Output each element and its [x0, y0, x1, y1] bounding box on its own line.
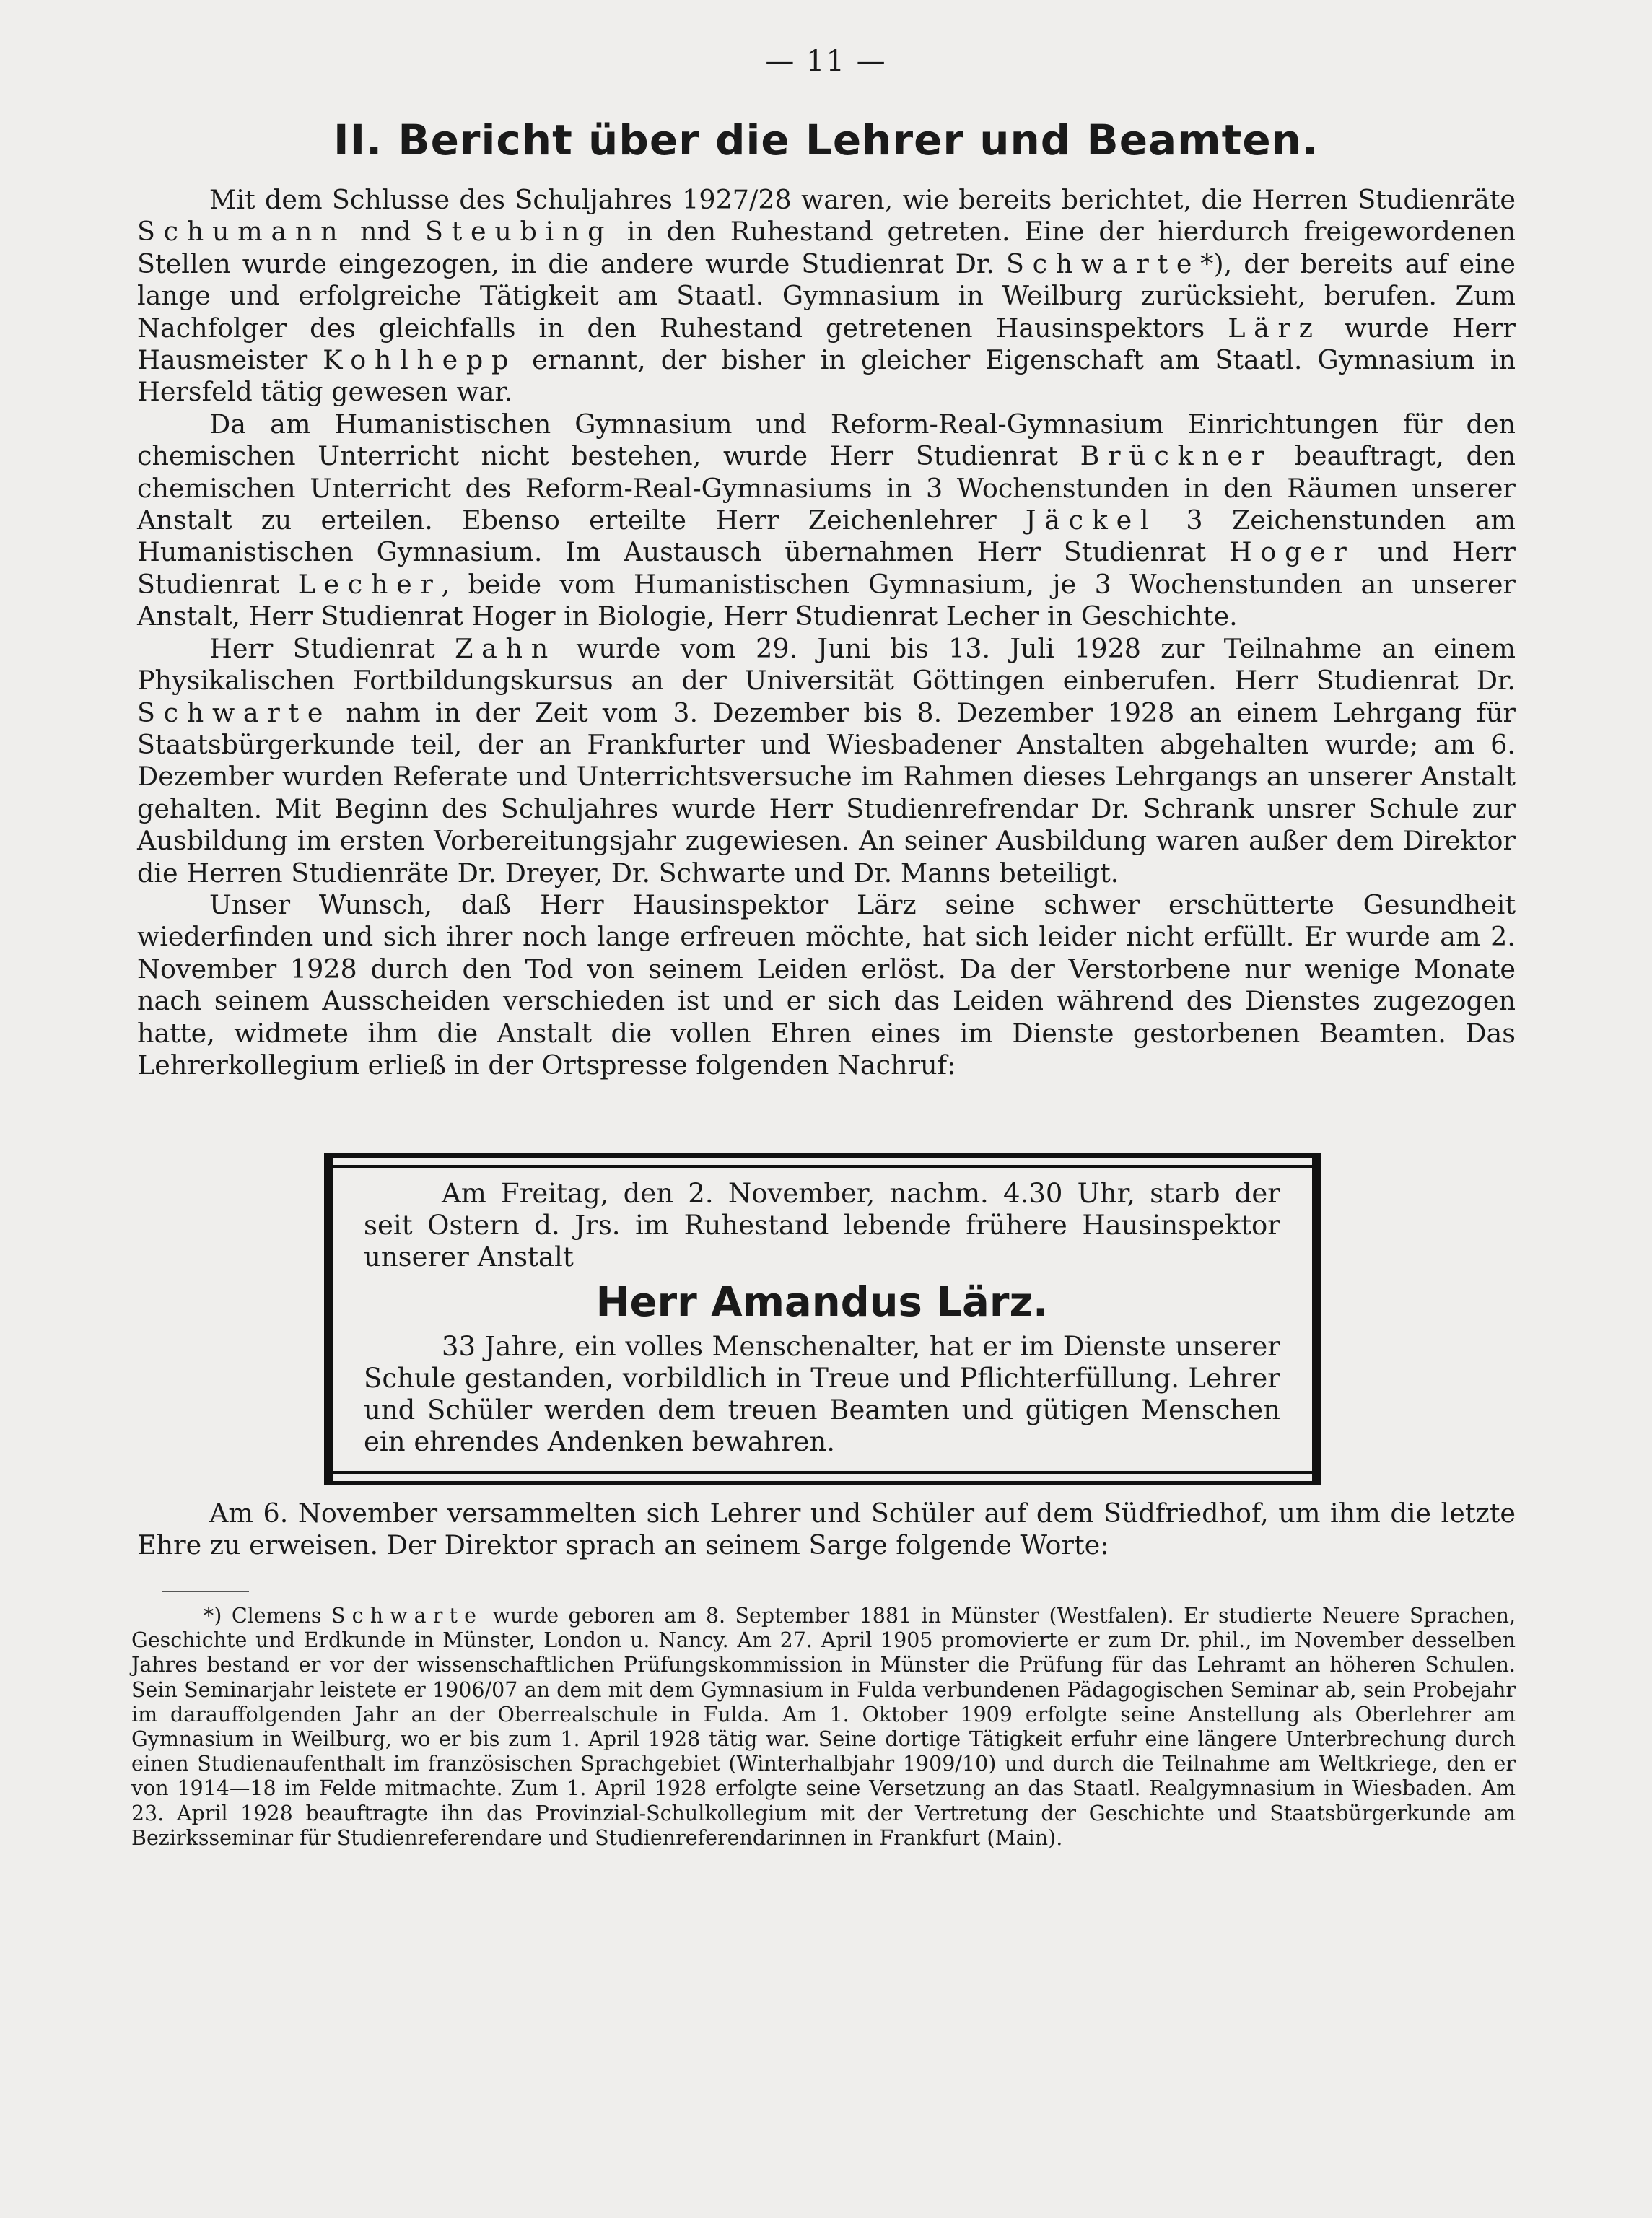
name-spaced: Zahn: [455, 632, 556, 664]
name-spaced: Kohlhepp: [323, 344, 517, 376]
obituary-content: [364, 1178, 1280, 1458]
name-spaced: Brückner: [1080, 440, 1272, 472]
closing-paragraph: Am 6. November versammelten sich Lehrer und Schüler auf dem Südfriedhof, um ihm die letzte Ehre zu erweisen. Der Direktor sprach an seinem Sarge folgende Worte:: [137, 1498, 1516, 1561]
page-number: — 11 —: [765, 45, 887, 78]
name-spaced: Schwarte: [137, 697, 332, 728]
name-spaced: Schumann: [137, 216, 346, 248]
footnote-text: *) Clemens Schwarte wurde geboren am 8. September 1881 in Münster (Westfalen). Er studierte Neuere Sprachen, Geschichte und Erdkunde in Münster, London u. Nancy. Am 27. April 1905 promovierte er zum Dr. phil., im November desselben Jahres bestand er vor der wissenschaftlichen Prüfungskommission in Münster die Prüfung für das Lehramt an höheren Schulen. Sein Seminarjahr leistete er 1906/07 an dem mit dem Gymnasium in Fulda verbundenen Pädagogischen Seminar ab, sein Probejahr im darauffolgenden Jahr an der Oberrealschule in Fulda. Am 1. Oktober 1909 erfolgte seine Anstellung als Oberlehrer am Gymnasium in Weilburg, wo er bis zum 1. April 1928 tätig war. Seine dortige Tätigkeit erfuhr eine längere Unterbrechung durch einen Studienaufenthalt im französischen Sprachgebiet (Winterhalbjahr 1909/10) und durch die Teilnahme am Weltkriege, den er von 1914—18 im Felde mitmachte. Zum 1. April 1928 erfolgte seine Versetzung an das Staatl. Realgymnasium in Wiesbaden. Am 23. April 1928 beauftragte ihn das Provinzial-Schulkollegium mit der Vertretung der Geschichte und Staatsbürgerkunde am Bezirksseminar für Studienreferendare und Studienreferendarinnen in Frankfurt (Main).: [131, 1604, 1516, 1850]
obituary-box: [324, 1153, 1321, 1485]
footnote: [131, 1604, 1516, 1851]
paragraph-death-notice-intro: Unser Wunsch, daß Herr Hausinspektor Lärz seine schwer erschütterte Gesundheit wiederfinden und sich ihrer noch lange erfreuen möchte, hat sich leider nicht erfüllt. Er wurde am 2. November 1928 durch den Tod von seinem Leiden erlöst. Da der Verstorbene nur wenige Monate nach seinem Ausscheiden verschieden ist und er sich das Leiden während des Dienstes zugezogen hatte, widmete ihm die Anstalt die vollen Ehren eines im Dienste gestorbenen Beamten. Das Lehrerkollegium erließ in der Ortspresse folgenden Nachruf:: [137, 888, 1516, 1080]
closing-paragraph-block: [137, 1498, 1516, 1562]
paragraph-chemistry: Da am Humanistischen Gymnasium und Reform-Real-Gymnasium Einrichtungen für den chemischen Unterricht nicht bestehen, wurde Herr Studienrat Brückner beauftragt, den chemischen Unterricht des Reform-Real-Gymnasiums in 3 Wochenstunden in den Räumen unserer Anstalt zu erteilen. Ebenso erteilte Herr Zeichenlehrer Jäckel 3 Zeichenstunden am Humanistischen Gymnasium. Im Austausch übernahmen Herr Studienrat Hoger und Herr Studienrat Lecher, beide vom Humanistischen Gymnasium, je 3 Wochenstunden an unserer Anstalt, Herr Studienrat Hoger in Biologie, Herr Studienrat Lecher in Geschichte.: [137, 408, 1516, 632]
obituary-intro: Am Freitag, den 2. November, nachm. 4.30 Uhr, starb der seit Ostern d. Jrs. im Ruhestand lebende frühere Hausinspektor unserer Anstalt: [364, 1178, 1280, 1272]
obituary-text: 33 Jahre, ein volles Menschenalter, hat er im Dienste unserer Schule gestanden, vorbildlich in Treue und Pflichterfüllung. Lehrer und Schüler werden dem treuen Beamten und gütigen Menschen ein ehrendes Andenken bewahren.: [364, 1331, 1280, 1457]
obituary-name: Herr Amandus Lärz.: [595, 1279, 1049, 1326]
name-spaced: Lärz: [1228, 312, 1321, 344]
name-spaced: Schwarte: [331, 1604, 484, 1628]
footnote-divider: [162, 1591, 249, 1592]
name-spaced: Lecher: [297, 568, 442, 600]
report-body: [137, 184, 1516, 1081]
paragraph-retirements: Mit dem Schlusse des Schuljahres 1927/28 waren, wie bereits berichtet, die Herren Studienräte Schumann nnd Steubing in den Ruhestand getreten. Eine der hierdurch freigewordenen Stellen wurde eingezogen, in die andere wurde Studienrat Dr. Schwarte*), der bereits auf eine lange und erfolgreiche Tätigkeit am Staatl. Gymnasium in Weilburg zurücksieht, berufen. Zum Nachfolger des gleichfalls in den Ruhestand getretenen Hausinspektors Lärz wurde Herr Hausmeister Kohlhepp ernannt, der bisher in gleicher Eigenschaft am Staatl. Gymnasium in Hersfeld tätig gewesen war.: [137, 184, 1516, 408]
name-spaced: Jäckel: [1025, 505, 1158, 536]
name-spaced: Schwarte: [1005, 248, 1201, 279]
section-heading: II. Bericht über die Lehrer und Beamten.: [333, 115, 1319, 165]
name-spaced: Hoger: [1228, 536, 1355, 568]
name-spaced: Steubing: [425, 216, 613, 248]
paragraph-courses: Herr Studienrat Zahn wurde vom 29. Juni bis 13. Juli 1928 zur Teilnahme an einem Physikalischen Fortbildungskursus an der Universität Göttingen einberufen. Herr Studienrat Dr. Schwarte nahm in der Zeit vom 3. Dezember bis 8. Dezember 1928 an einem Lehrgang für Staatsbürgerkunde teil, der an Frankfurter und Wiesbadener Anstalten abgehalten wurde; am 6. Dezember wurden Referate und Unterrichtsversuche im Rahmen dieses Lehrgangs an unserer Anstalt gehalten. Mit Beginn des Schuljahres wurde Herr Studienrefrendar Dr. Schrank unsrer Schule zur Ausbildung im ersten Vorbereitungsjahr zugewiesen. An seiner Ausbildung waren außer dem Direktor die Herren Studienräte Dr. Dreyer, Dr. Schwarte und Dr. Manns beteiligt.: [137, 632, 1516, 888]
